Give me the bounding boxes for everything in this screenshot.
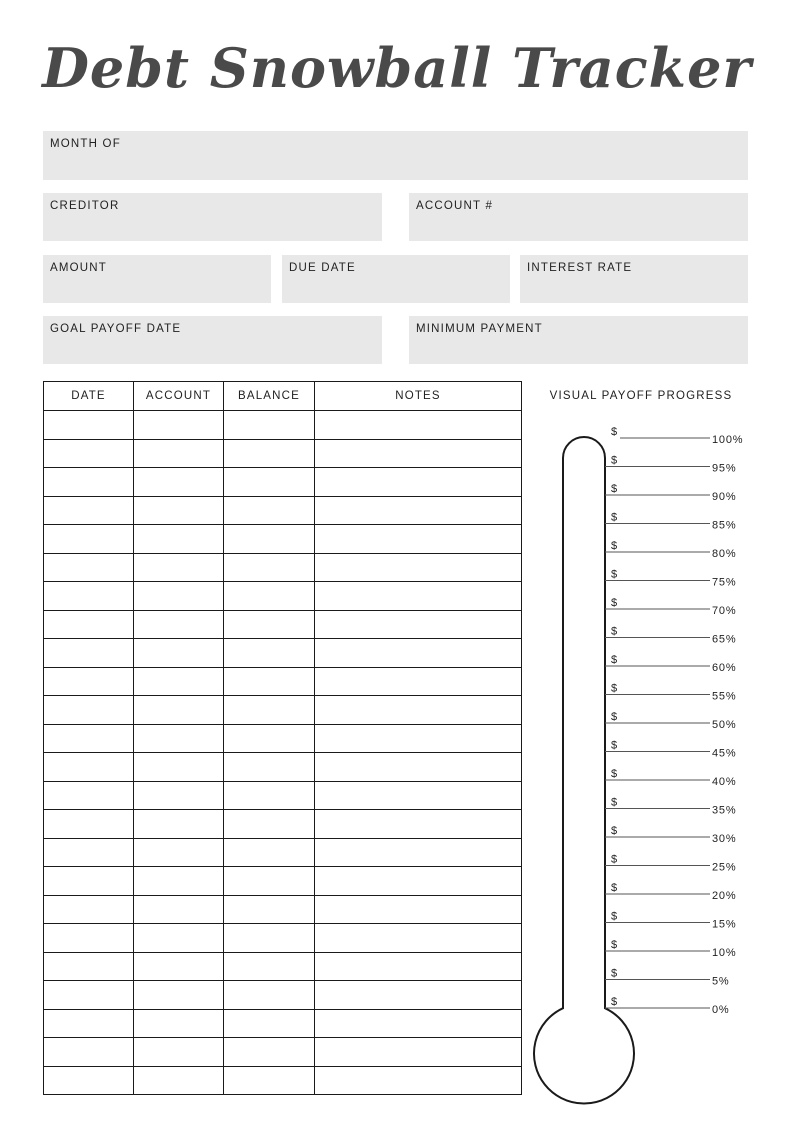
- account-number-label: ACCOUNT #: [416, 200, 494, 212]
- table-row: [44, 924, 522, 953]
- column-header-notes: NOTES: [315, 382, 522, 411]
- progress-level: [605, 825, 736, 845]
- date-cell[interactable]: [44, 610, 134, 639]
- notes-cell[interactable]: [315, 1066, 522, 1095]
- balance-cell[interactable]: [224, 895, 315, 924]
- table-row: [44, 553, 522, 582]
- progress-percent-label: 85%: [712, 519, 737, 532]
- progress-percent-label: 20%: [712, 890, 737, 902]
- progress-percent-label: 95%: [712, 462, 737, 475]
- table-row: [44, 867, 522, 896]
- balance-cell[interactable]: [224, 411, 315, 440]
- progress-percent-label: 50%: [712, 719, 737, 731]
- progress-title: VISUAL PAYOFF PROGRESS: [549, 390, 733, 402]
- account-cell[interactable]: [134, 838, 224, 867]
- progress-level: [611, 426, 743, 446]
- progress-level: [605, 996, 730, 1016]
- table-row: [44, 753, 522, 782]
- balance-cell[interactable]: [224, 753, 315, 782]
- notes-cell[interactable]: [315, 468, 522, 497]
- thermometer-outline: [534, 437, 634, 1104]
- date-cell[interactable]: [44, 895, 134, 924]
- date-cell[interactable]: [44, 838, 134, 867]
- account-cell[interactable]: [134, 468, 224, 497]
- balance-cell[interactable]: [224, 639, 315, 668]
- table-row: [44, 1066, 522, 1095]
- progress-level: [605, 654, 736, 674]
- balance-cell[interactable]: [224, 838, 315, 867]
- progress-dollar-label[interactable]: $: [611, 996, 618, 1008]
- notes-cell[interactable]: [315, 496, 522, 525]
- progress-dollar-label[interactable]: $: [611, 939, 618, 951]
- account-cell[interactable]: [134, 496, 224, 525]
- progress-percent-label: 35%: [712, 804, 737, 817]
- table-row: [44, 838, 522, 867]
- payoff-thermometer: [520, 420, 760, 1110]
- progress-dollar-label[interactable]: $: [611, 882, 618, 894]
- table-row: [44, 724, 522, 753]
- date-cell[interactable]: [44, 439, 134, 468]
- account-cell[interactable]: [134, 781, 224, 810]
- progress-level: [605, 483, 736, 503]
- date-cell[interactable]: [44, 924, 134, 953]
- account-cell[interactable]: [134, 981, 224, 1010]
- notes-cell[interactable]: [315, 1038, 522, 1067]
- balance-cell[interactable]: [224, 696, 315, 725]
- interest-rate-label: INTEREST RATE: [527, 262, 633, 274]
- notes-cell[interactable]: [315, 781, 522, 810]
- progress-percent-label: 75%: [712, 576, 737, 589]
- progress-dollar-label[interactable]: $: [611, 483, 618, 495]
- balance-cell[interactable]: [224, 439, 315, 468]
- notes-cell[interactable]: [315, 525, 522, 554]
- goal-payoff-date-field[interactable]: [43, 316, 382, 364]
- progress-dollar-label[interactable]: $: [611, 540, 618, 552]
- date-cell[interactable]: [44, 468, 134, 497]
- account-cell[interactable]: [134, 810, 224, 839]
- balance-cell[interactable]: [224, 582, 315, 611]
- date-cell[interactable]: [44, 553, 134, 582]
- table-row: [44, 496, 522, 525]
- table-row: [44, 610, 522, 639]
- progress-dollar-label[interactable]: $: [611, 426, 618, 438]
- notes-cell[interactable]: [315, 411, 522, 440]
- progress-level: [605, 854, 736, 874]
- amount-label: AMOUNT: [50, 262, 108, 274]
- account-cell[interactable]: [134, 667, 224, 696]
- progress-percent-label: 55%: [712, 690, 737, 703]
- progress-level: [605, 597, 736, 617]
- table-row: [44, 895, 522, 924]
- date-cell[interactable]: [44, 1009, 134, 1038]
- date-cell[interactable]: [44, 696, 134, 725]
- notes-cell[interactable]: [315, 639, 522, 668]
- table-body: [44, 411, 522, 1095]
- notes-cell[interactable]: [315, 867, 522, 896]
- date-cell[interactable]: [44, 753, 134, 782]
- interest-rate-field[interactable]: [520, 255, 748, 303]
- date-cell[interactable]: [44, 639, 134, 668]
- page-title: Debt Snowball Tracker: [42, 36, 752, 100]
- progress-dollar-label[interactable]: $: [611, 597, 618, 609]
- account-cell[interactable]: [134, 696, 224, 725]
- table-row: [44, 525, 522, 554]
- account-cell[interactable]: [134, 1009, 224, 1038]
- notes-cell[interactable]: [315, 895, 522, 924]
- progress-percent-label: 5%: [712, 975, 730, 988]
- account-number-field[interactable]: [409, 193, 748, 241]
- progress-level: [605, 626, 736, 646]
- progress-level: [605, 540, 736, 560]
- column-header-balance: BALANCE: [224, 382, 315, 411]
- progress-dollar-label[interactable]: $: [611, 654, 618, 666]
- table-row: [44, 952, 522, 981]
- balance-cell[interactable]: [224, 952, 315, 981]
- account-cell[interactable]: [134, 924, 224, 953]
- notes-cell[interactable]: [315, 981, 522, 1010]
- balance-cell[interactable]: [224, 1066, 315, 1095]
- balance-cell[interactable]: [224, 610, 315, 639]
- progress-dollar-label[interactable]: $: [611, 625, 618, 638]
- column-header-date: DATE: [44, 382, 134, 411]
- progress-dollar-label[interactable]: $: [611, 739, 618, 752]
- progress-dollar-label[interactable]: $: [611, 853, 618, 866]
- notes-cell[interactable]: [315, 439, 522, 468]
- progress-dollar-label[interactable]: $: [611, 768, 618, 780]
- date-cell[interactable]: [44, 1038, 134, 1067]
- progress-level: [605, 768, 736, 788]
- date-cell[interactable]: [44, 952, 134, 981]
- date-cell[interactable]: [44, 724, 134, 753]
- progress-percent-label: 0%: [712, 1004, 730, 1016]
- table-row: [44, 1038, 522, 1067]
- goal-payoff-date-label: GOAL PAYOFF DATE: [50, 323, 182, 335]
- column-header-account: ACCOUNT: [134, 382, 224, 411]
- creditor-label: CREDITOR: [50, 200, 120, 212]
- account-cell[interactable]: [134, 553, 224, 582]
- balance-cell[interactable]: [224, 724, 315, 753]
- account-cell[interactable]: [134, 439, 224, 468]
- notes-cell[interactable]: [315, 1009, 522, 1038]
- notes-cell[interactable]: [315, 582, 522, 611]
- account-cell[interactable]: [134, 582, 224, 611]
- month-of-field[interactable]: [43, 131, 748, 180]
- progress-dollar-label[interactable]: $: [611, 796, 618, 809]
- progress-percent-label: 30%: [712, 833, 737, 845]
- account-cell[interactable]: [134, 867, 224, 896]
- table-row: [44, 781, 522, 810]
- progress-level: [605, 882, 736, 902]
- progress-level: [605, 968, 730, 988]
- account-cell[interactable]: [134, 1066, 224, 1095]
- table-row: [44, 411, 522, 440]
- balance-cell[interactable]: [224, 924, 315, 953]
- progress-percent-label: 65%: [712, 633, 737, 646]
- date-cell[interactable]: [44, 781, 134, 810]
- progress-percent-label: 80%: [712, 548, 737, 560]
- notes-cell[interactable]: [315, 810, 522, 839]
- balance-cell[interactable]: [224, 1038, 315, 1067]
- creditor-field[interactable]: [43, 193, 382, 241]
- balance-cell[interactable]: [224, 468, 315, 497]
- progress-level: [605, 569, 736, 589]
- account-cell[interactable]: [134, 724, 224, 753]
- progress-percent-label: 70%: [712, 605, 737, 617]
- progress-dollar-label[interactable]: $: [611, 682, 618, 695]
- balance-cell[interactable]: [224, 781, 315, 810]
- thermometer-body: [534, 437, 634, 1104]
- notes-cell[interactable]: [315, 753, 522, 782]
- notes-cell[interactable]: [315, 952, 522, 981]
- account-cell[interactable]: [134, 639, 224, 668]
- account-cell[interactable]: [134, 610, 224, 639]
- progress-percent-label: 60%: [712, 662, 737, 674]
- notes-cell[interactable]: [315, 838, 522, 867]
- progress-percent-label: 100%: [712, 434, 744, 446]
- date-cell[interactable]: [44, 411, 134, 440]
- balance-cell[interactable]: [224, 667, 315, 696]
- date-cell[interactable]: [44, 1066, 134, 1095]
- progress-percent-label: 45%: [712, 747, 737, 760]
- date-cell[interactable]: [44, 667, 134, 696]
- table-row: [44, 439, 522, 468]
- account-cell[interactable]: [134, 895, 224, 924]
- progress-level: [605, 797, 736, 817]
- progress-level: [605, 455, 736, 475]
- month-of-label: MONTH OF: [50, 138, 121, 150]
- date-cell[interactable]: [44, 981, 134, 1010]
- date-cell[interactable]: [44, 496, 134, 525]
- progress-level: [605, 740, 736, 760]
- account-cell[interactable]: [134, 525, 224, 554]
- due-date-field[interactable]: [282, 255, 510, 303]
- date-cell[interactable]: [44, 810, 134, 839]
- payment-log-table: [43, 381, 522, 1095]
- progress-percent-label: 90%: [712, 491, 737, 503]
- table-row: [44, 981, 522, 1010]
- balance-cell[interactable]: [224, 867, 315, 896]
- table-row: [44, 468, 522, 497]
- progress-level: [605, 711, 736, 731]
- progress-dollar-label[interactable]: $: [611, 511, 618, 524]
- progress-percent-label: 10%: [712, 947, 737, 959]
- notes-cell[interactable]: [315, 724, 522, 753]
- balance-cell[interactable]: [224, 981, 315, 1010]
- progress-dollar-label[interactable]: $: [611, 711, 618, 723]
- date-cell[interactable]: [44, 525, 134, 554]
- table-row: [44, 810, 522, 839]
- amount-field[interactable]: [43, 255, 271, 303]
- notes-cell[interactable]: [315, 667, 522, 696]
- notes-cell[interactable]: [315, 610, 522, 639]
- progress-level: [605, 911, 736, 931]
- account-cell[interactable]: [134, 952, 224, 981]
- table-row: [44, 639, 522, 668]
- due-date-label: DUE DATE: [289, 262, 356, 274]
- progress-dollar-label[interactable]: $: [611, 568, 618, 581]
- table-row: [44, 1009, 522, 1038]
- table-row: [44, 667, 522, 696]
- balance-cell[interactable]: [224, 525, 315, 554]
- progress-dollar-label[interactable]: $: [611, 825, 618, 837]
- date-cell[interactable]: [44, 582, 134, 611]
- table-row: [44, 696, 522, 725]
- date-cell[interactable]: [44, 867, 134, 896]
- progress-dollar-label[interactable]: $: [611, 967, 618, 980]
- progress-level: [605, 512, 736, 532]
- account-cell[interactable]: [134, 753, 224, 782]
- minimum-payment-label: MINIMUM PAYMENT: [416, 323, 543, 335]
- minimum-payment-field[interactable]: [409, 316, 748, 364]
- account-cell[interactable]: [134, 1038, 224, 1067]
- balance-cell[interactable]: [224, 496, 315, 525]
- progress-dollar-label[interactable]: $: [611, 910, 618, 923]
- notes-cell[interactable]: [315, 553, 522, 582]
- balance-cell[interactable]: [224, 1009, 315, 1038]
- progress-percent-label: 25%: [712, 861, 737, 874]
- progress-percent-label: 40%: [712, 776, 737, 788]
- table-header-row: [44, 382, 522, 411]
- progress-level: [605, 939, 736, 959]
- notes-cell[interactable]: [315, 696, 522, 725]
- thermometer-levels: [605, 426, 743, 1016]
- progress-percent-label: 15%: [712, 918, 737, 931]
- progress-dollar-label[interactable]: $: [611, 454, 618, 467]
- balance-cell[interactable]: [224, 810, 315, 839]
- account-cell[interactable]: [134, 411, 224, 440]
- notes-cell[interactable]: [315, 924, 522, 953]
- balance-cell[interactable]: [224, 553, 315, 582]
- progress-level: [605, 683, 736, 703]
- table-row: [44, 582, 522, 611]
